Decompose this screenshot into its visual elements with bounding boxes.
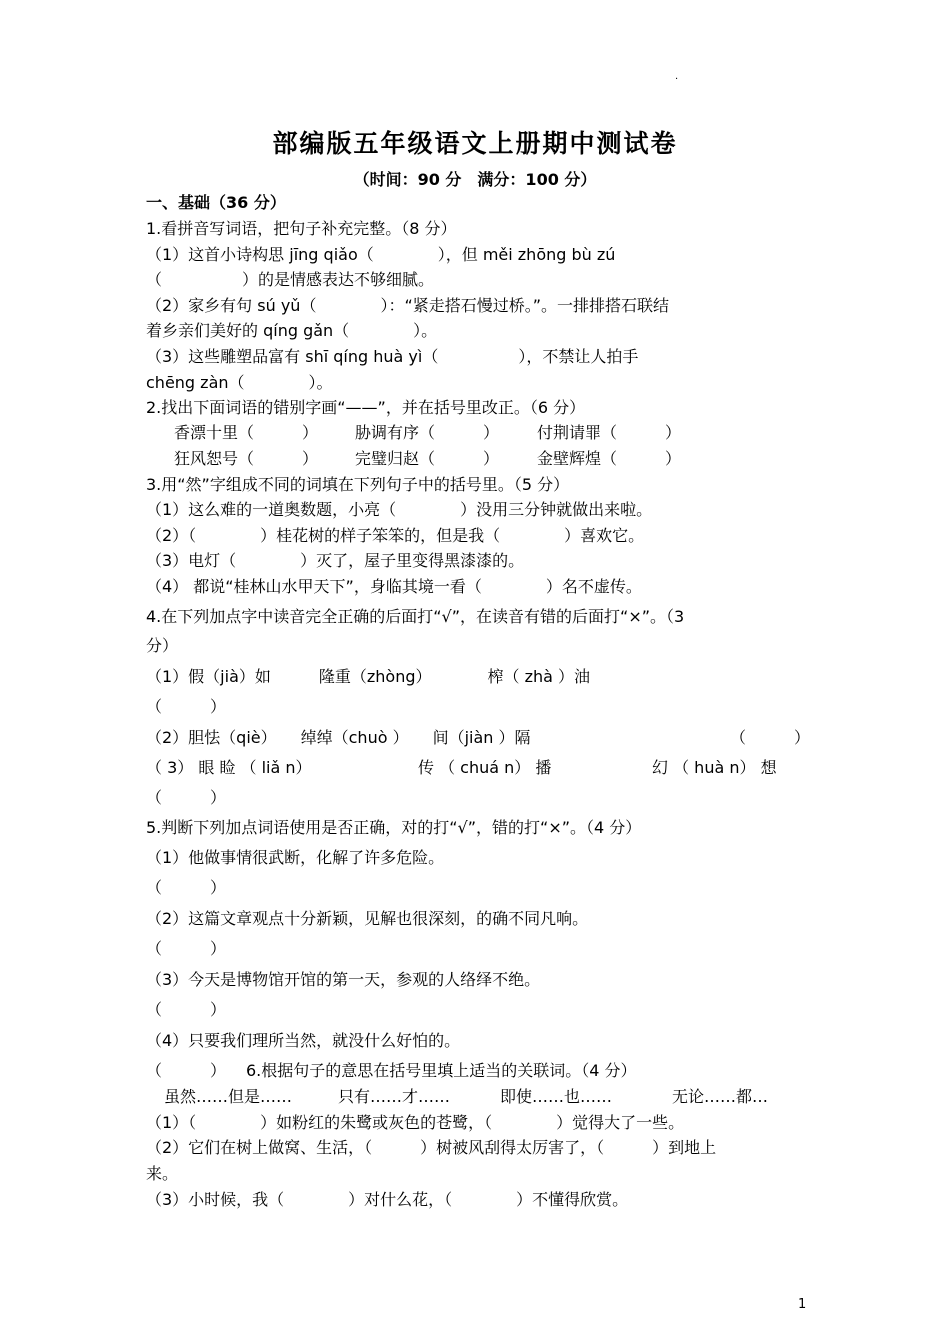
q6-line: （1）（ ）如粉红的朱鹭或灰色的苍鹭，（ ）觉得大了一些。 bbox=[146, 1113, 685, 1132]
q5-answer: （ ） bbox=[146, 1061, 227, 1080]
q5-answer: （ ） bbox=[146, 878, 227, 897]
q4-heading-cont: 分） bbox=[146, 636, 179, 655]
q4-line: 传 （ chuá n） 播 bbox=[418, 758, 552, 777]
q3-line: （1）这么难的一道奥数题，小亮（ ）没用三分钟就做出来啦。 bbox=[146, 500, 653, 519]
q4-answer: （ ） bbox=[146, 788, 227, 807]
q3-line: （4） 都说“桂林山水甲天下”，身临其境一看（ ）名不虚传。 bbox=[146, 577, 642, 596]
page-title: 部编版五年级语文上册期中测试卷 bbox=[272, 129, 678, 158]
q6-line: （3）小时候，我（ ）对什么花，（ ）不懂得欣赏。 bbox=[146, 1190, 629, 1209]
corner-mark: · bbox=[675, 74, 679, 85]
q4-line: （1）假（jià）如 隆重（zhòng） 榨（ zhà ）油 bbox=[146, 667, 591, 686]
q6-option: 只有……才…… bbox=[338, 1087, 451, 1106]
q2-item: 胁调有序（ ） bbox=[355, 423, 500, 442]
q5-line: （3）今天是博物馆开馆的第一天，参观的人络绎不绝。 bbox=[146, 970, 541, 989]
q6-option: 即使……也…… bbox=[500, 1087, 613, 1106]
q3-heading: 3.用“然”字组成不同的词填在下列句子中的括号里。（5 分） bbox=[146, 475, 570, 494]
q3-line: （2）（ ）桂花树的样子笨笨的，但是我（ ）喜欢它。 bbox=[146, 526, 645, 545]
q1-line: （3）这些雕塑品富有 shī qíng huà yì（ ），不禁让人拍手 bbox=[146, 347, 639, 366]
q4-answer: （ ） bbox=[146, 697, 227, 716]
q1-line: （2）家乡有句 sú yǔ（ ）：“紧走搭石慢过桥。”。一排排搭石联结 bbox=[146, 296, 670, 315]
q4-line: （ 3） 眼 睑 （ liǎ n） bbox=[146, 758, 312, 777]
q1-line: （1）这首小诗构思 jīng qiǎo（ ），但 měi zhōng bù zú bbox=[146, 245, 616, 264]
q6-heading: 6.根据句子的意思在括号里填上适当的关联词。（4 分） bbox=[246, 1061, 637, 1080]
q6-line: 来。 bbox=[146, 1164, 179, 1183]
q2-item: 香漂十里（ ） bbox=[174, 423, 319, 442]
q5-heading: 5.判断下列加点词语使用是否正确，对的打“√”，错的打“×”。（4 分） bbox=[146, 818, 642, 837]
q4-line: 幻 （ huà n） 想 bbox=[652, 758, 777, 777]
section-heading: 一、基础（36 分） bbox=[146, 193, 286, 212]
q5-answer: （ ） bbox=[146, 1000, 227, 1019]
q5-line: （1）他做事情很武断，化解了许多危险。 bbox=[146, 848, 445, 867]
q2-heading: 2.找出下面词语的错别字画“——”，并在括号里改正。（6 分） bbox=[146, 398, 586, 417]
q4-line: （2）胆怯（qiè） 绰绰（chuò ） 间（jiàn ）隔 bbox=[146, 728, 531, 747]
q1-line: chēng zàn（ ）。 bbox=[146, 373, 333, 392]
q1-heading: 1.看拼音写词语，把句子补充完整。（8 分） bbox=[146, 219, 457, 238]
exam-info: （时间：90 分 满分：100 分） bbox=[353, 170, 597, 189]
q2-item: 金壁辉煌（ ） bbox=[537, 449, 682, 468]
q4-answer: （ ） bbox=[730, 728, 811, 747]
q5-answer: （ ） bbox=[146, 939, 227, 958]
q6-line: （2）它们在树上做窝、生活，（ ）树被风刮得太厉害了，（ ）到地上 bbox=[146, 1138, 717, 1157]
q1-line: （ ）的是情感表达不够细腻。 bbox=[146, 270, 435, 289]
q6-option: 无论……都… bbox=[672, 1087, 769, 1106]
q5-line: （4）只要我们理所当然，就没什么好怕的。 bbox=[146, 1031, 461, 1050]
q4-heading: 4.在下列加点字中读音完全正确的后面打“√”，在读音有错的后面打“×”。（3 bbox=[146, 607, 685, 626]
q3-line: （3）电灯（ ）灭了，屋子里变得黑漆漆的。 bbox=[146, 551, 525, 570]
page-number: 1 bbox=[798, 1297, 807, 1312]
q2-item: 狂风恕号（ ） bbox=[174, 449, 319, 468]
q2-item: 付荆请罪（ ） bbox=[537, 423, 682, 442]
q1-line: 着乡亲们美好的 qíng gǎn（ ）。 bbox=[146, 321, 438, 340]
q6-option: 虽然……但是…… bbox=[164, 1087, 293, 1106]
q5-line: （2）这篇文章观点十分新颖，见解也很深刻，的确不同凡响。 bbox=[146, 909, 589, 928]
q2-item: 完璧归赵（ ） bbox=[355, 449, 500, 468]
